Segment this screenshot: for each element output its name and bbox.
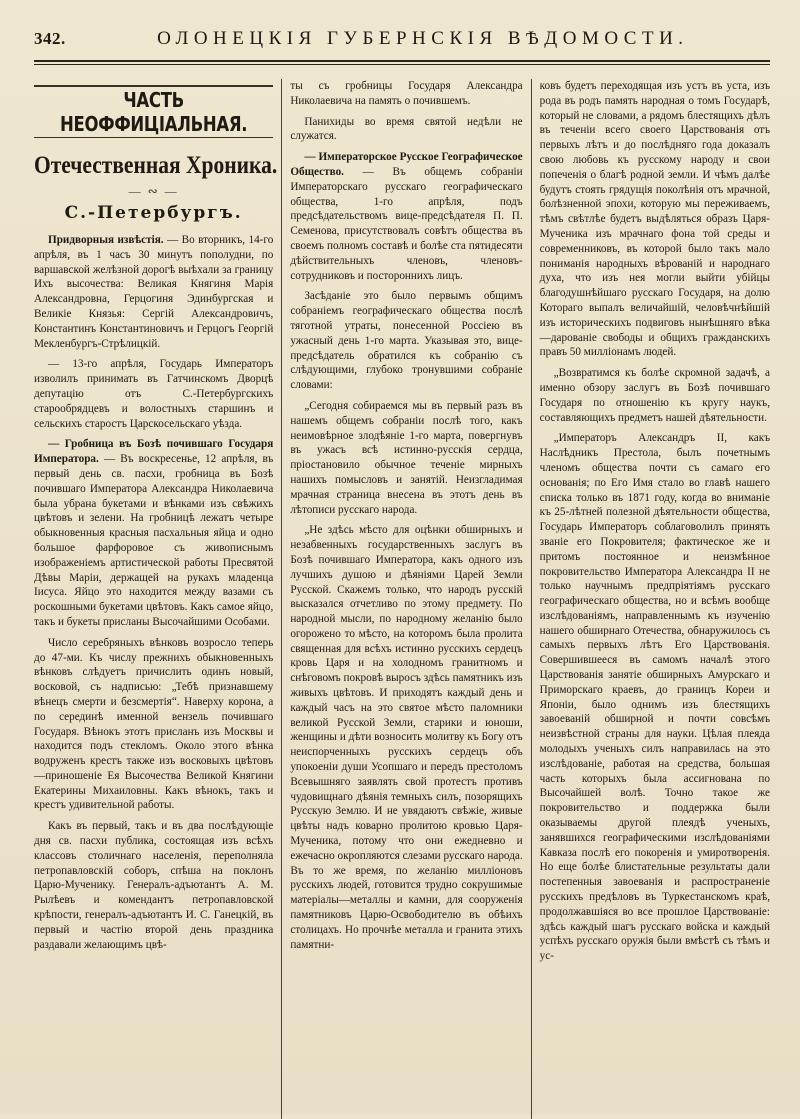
article-paragraph	[34, 437, 273, 629]
divider	[34, 85, 273, 87]
column-2	[281, 79, 530, 1119]
page-number: 342.	[34, 29, 66, 48]
article-paragraph: ковъ будетъ переходящая изъ устъ въ уста, изъ рода въ родъ память народная о томъ Государѣ, который не словами, а рядомъ блестящихъ дѣлъ въ теченіи всего своего Царствованія отъ первыхъ лѣтъ и до послѣдняго года доказалъ свою любовь къ русскому народу и свои попеченія о благѣ родной земли. И чѣмъ далѣе будутъ стоять грядущія поколѣнія отъ мрачной, болѣзненной эпохи, которую мы переживаемъ, тѣмъ свѣтлѣе будетъ выдѣляться образъ Царя-Мученика изъ мрачнаго фона той среды и современниковъ, въ которой было такъ мало пониманія народныхъ вѣрованій и народнаго духа, что изъ нея могли выйти убійцы благодушнѣйшаго русскаго Государя, на долю Котораго выпалъ величайшій, человѣчнѣйшій изъ историческихъ подвиговъ нынѣшняго вѣка—дарованіе свободы и общихъ гражданскихъ правъ 50 милліонамъ людей.	[539, 80, 770, 359]
article-paragraph: Какъ въ первый, такъ и въ два послѣдующіе дня св. пасхи публика, состоящая изъ всѣхъ классовъ столичнаго населенія, переполняла петропавловскій соборъ, спѣша на поклонъ Царю-Мученику. Генералъ-адъютантъ А. М. Рылѣевъ и комендантъ петропавловской крѣпости, генералъ-адъютантъ И. С. Ганецкій, въ первый и частію второй день праздника раздавали желающимъ цвѣ-	[34, 820, 274, 951]
column-3	[531, 79, 770, 1119]
article-paragraph: — 13-го апрѣля, Государь Императоръ изволилъ принимать въ Гатчинскомъ Дворцѣ депутацію отъ С.-Петербургскихъ старообрядцевъ и волостныхъ старшинъ и сельскихъ старостъ Царскосельскаго уѣзда.	[34, 358, 274, 430]
article-paragraph: „Императоръ Александръ II, какъ Наслѣдникъ Престола, былъ почетнымъ членомъ общества почти съ самаго его основанія; по Его Имя стало во главѣ нашего списка только въ 1871 году, когда во вниманіе къ 25-лѣтней полезной дѣятельности общества, Государь Императоръ соблаговолилъ принять званіе его Покровителя; фактическое же и притомъ постоянное и неизмѣнное покровительство Императора Александра II не только научнымъ предпріятіямъ русскаго географическаго общества, но и всѣмъ вообще изслѣдованіямъ, направленнымъ къ изученію нашего обширнаго Отечества, обнаружилось съ самыхъ первыхъ лѣтъ Его Царствованія. Совершившееся въ самомъ началѣ этого Царствованія занятіе обширныхъ Амурскаго и Приморскаго краевъ, до границъ Кореи и Японіи, было однимъ изъ блестящихъ завоеваній обширной и почти совсѣмъ неизвѣстной страны для науки. Цѣлая плеяда молодыхъ ученыхъ силъ направилась на это изслѣдованіе, работая на средства, большая часть которыхъ была ассигнована по Высочайшей волѣ. Точно такое же покровительство и поддержка были оказываемы другой плеядѣ ученыхъ, занявшихся географическими изслѣдованіями Кавказа послѣ его покоренія и умиротворенія. Но еще болѣе блистательные результаты дали постепенныя завоеванія и распространеніе русскихъ предѣловъ въ Туркестанскомъ краѣ, продолжавшіяся во все прошлое Царствованіе: здѣсь каждый шагъ русскаго войска и каждый успѣхъ русскаго оружія были вмѣстѣ съ тѣмъ и ус-	[539, 432, 770, 963]
chronicle-title: Отечественная Хроника.	[34, 152, 278, 179]
article-paragraph: Панихиды во время святой недѣли не служатся.	[290, 115, 523, 143]
article-paragraph	[290, 150, 522, 283]
article-text: — Въ общемъ собраніи Императорскаго русскаго географическаго общества, 1-го апрѣля, подъ предсѣдательствомъ вице-предсѣдателя П. П. Семенова, присутствовалъ совѣтъ общества въ своемъ полномъ составѣ и болѣе ста пятидесяти дѣйствительныхъ членовъ, членовъ-сотрудниковъ и постороннихъ лицъ.	[290, 165, 523, 282]
article-paragraph: „Не здѣсь мѣсто для оцѣнки обширныхъ и незабвенныхъ государственныхъ заслугъ въ Бозѣ почившаго Императора, какъ одного изъ лучшихъ душою и дѣяніями Царей Земли Русской. Скажемъ только, что народъ русскій высказался отчетливо по этому предмету. По народной мысли, по народному желанію было огорожено то мѣсто, на которомъ была пролита священная для всѣхъ истинно русскихъ сердецъ кровь Царя и на холодномъ гранитномъ и снѣговомъ покровѣ выросъ здѣсь памятникъ изъ живыхъ цвѣтовъ. И приходятъ каждый день и каждый часъ на это святое мѣсто паломники великой Русской Земли, старики и юноши, женщины и дѣти возносить молитву къ Богу отъ неиспорченныхъ русскихъ сердецъ объ упокоеніи души Усопшаго и передъ престоломъ Всевышняго заявлять свой протестъ противъ чудовищнаго дѣянія темныхъ силъ, позорящихъ Русскую Землю. И не увядаютъ свѣжіе, живые цвѣты надъ коварно пролитою кровью Царя-Мученика, потому что они ежедневно и ежечасно окропляются слезами русскаго народа. Въ то же время, по желанію милліоновъ русскихъ людей, готовится трудно сокрушимые матеріалы—металлы и камни, для сооруженія памятниковъ Царю-Освободителю въ обѣихъ столицахъ. Но прочнѣе металла и гранита этихъ памятни-	[290, 524, 523, 951]
divider	[34, 137, 273, 138]
article-paragraph: „Сегодня собираемся мы въ первый разъ въ нашемъ общемъ собраніи послѣ того, какъ неимовѣрное злодѣяніе 1-го марта, повергнувъ въ ужасъ всѣ истинно-русскія сердца, пріостановило обычное теченіе мирныхъ нашихъ помысловъ и занятій. Неизгладимая мрачная страница внесена въ этотъ день въ лѣтописи русскаго народа.	[290, 399, 523, 516]
article-lead: — Гробница въ Бозѣ почившаго Государя Императора.	[34, 438, 274, 466]
article-paragraph: „Возвратимся къ болѣе скромной задачѣ, а именно обзору заслугъ въ Бозѣ почившаго Государя по отношенію къ кругу наукъ, составляющихъ предметъ нашей дѣятельности.	[539, 367, 770, 424]
article-text: — Въ воскресенье, 12 апрѣля, въ первый день св. пасхи, гробница въ Бозѣ почившаго Императора Александра Николаевича была убрана букетами и вѣнками изъ свѣжихъ цвѣтовъ и зелени. На гробницѣ лежатъ четыре обыкновенныя красныя пасхальныя яйца и одно большое фарфоровое съ живописнымъ изображеніемъ артистической работы Пресвятой Дѣвы Маріи, держащей на рукахъ младенца Іисуса. Яйцо это находится между вазами съ роскошными букетами цвѣтовъ. Какъ самое яйцо, такъ и букеты присланы Высочайшими Особами.	[34, 453, 274, 628]
article-text: — Во вторникъ, 14-го апрѣля, въ 1 часъ 30 минутъ пополудни, по варшавской желѣзной дорогѣ выѣхали за границу Ихъ высочества: Великая Княгиня Марія Александровна, Герцогиня Эдинбургская и Великіе Князья: Сергій Александровичъ, Константинъ Константиновичъ и Герцогъ Георгій Мекленбургъ-Стрѣлицкій.	[34, 234, 274, 350]
page-header	[34, 28, 770, 62]
article-paragraph: Число серебряныхъ вѣнковъ возросло теперь до 47-ми. Къ числу прежнихъ обыкновенныхъ вѣнковъ слѣдуетъ причислить одинъ новый, восковой, съ надписью: „Тебѣ признавшему вѣнецъ смерти и безсмертія“. Наверху корона, а по серединѣ именной вензель почившаго Государя. Вѣнокъ этотъ присланъ изъ Москвы и находится подъ стекломъ. Около этого вѣнка водруженъ крестъ также изъ восковыхъ цвѣтовъ—приношеніе Ея Высочества Великой Княгини Екатерины Михаиловны. Какъ вѣнокъ, такъ и крестъ удивительной работы.	[34, 636, 274, 812]
article-paragraph: Засѣданіе это было первымъ общимъ собраніемъ географическаго общества послѣ тяготной утраты, понесенной Россіею въ ужасный день 1-го марта. Указывая это, вице-предсѣдатель обратился къ собранію съ слѣдующими, глубоко тронувшими собраніе словами:	[290, 290, 523, 392]
columns	[34, 79, 770, 1119]
flourish-ornament: — ∾ —	[128, 184, 179, 198]
city-heading: С.-Петербургъ.	[64, 203, 243, 223]
article-paragraph: ты съ гробницы Государя Александра Николаевича на память о почившемъ.	[290, 80, 523, 107]
journal-title: ОЛОНЕЦКІЯ ГУБЕРНСКІЯ ВѢДОМОСТИ.	[157, 28, 689, 49]
column-1	[34, 79, 281, 1119]
article-lead: — Императорское Русское Географическое Общество.	[290, 151, 523, 178]
article-lead: Придворныя извѣстія.	[48, 234, 164, 246]
section-title: ЧАСТЬ НЕОФФИЦІАЛЬНАЯ.	[60, 88, 248, 136]
article-paragraph	[34, 233, 273, 351]
header-rule	[34, 64, 770, 65]
